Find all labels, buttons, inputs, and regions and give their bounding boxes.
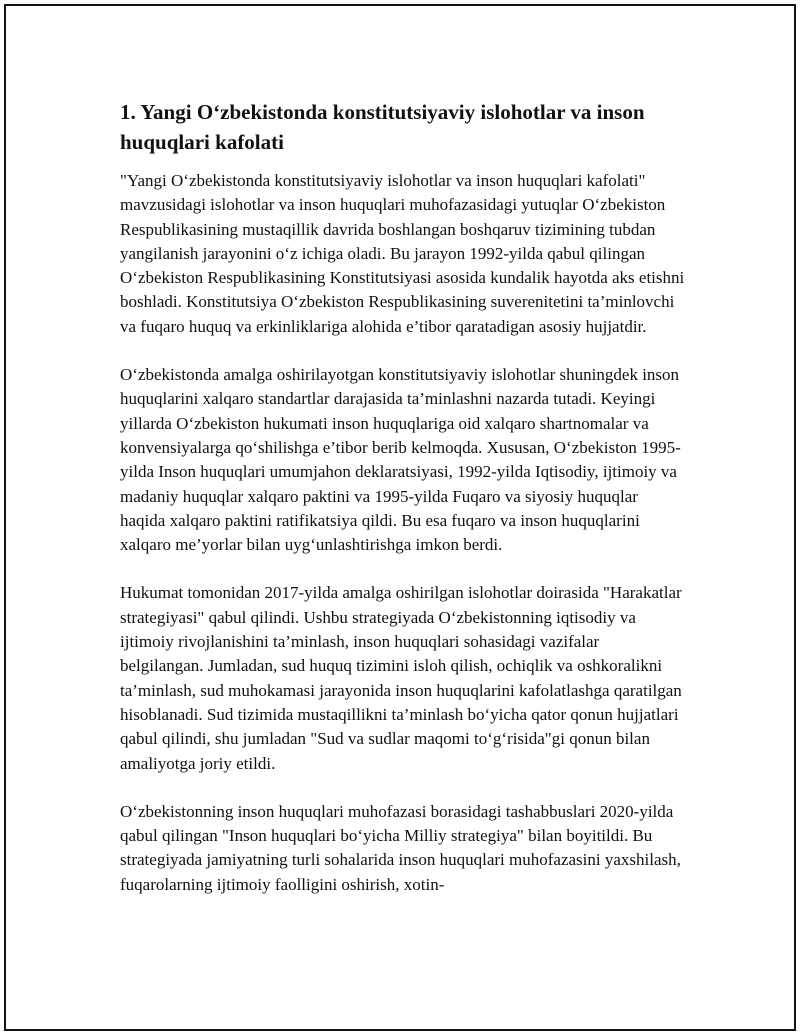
- paragraph-2: O‘zbekistonda amalga oshirilayotgan konstitutsiyaviy islohotlar shuningdek inson huquqlarini xalqaro standartlar darajasida ta’minlashni nazarda tutadi. Keyingi yillarda O‘zbekiston hukumati inson huquqlariga oid xalqaro shartnomalar va konvensiyalarga qo‘shilishga e’tibor berib kelmoqda. Xususan, O‘zbekiston 1995-yilda Inson huquqlari umumjahon deklaratsiyasi, 1992-yilda Iqtisodiy, ijtimoiy va madaniy huquqlar xalqaro paktini va 1995-yilda Fuqaro va siyosiy huquqlar haqida xalqaro paktini ratifikatsiya qildi. Bu esa fuqaro va inson huquqlarini xalqaro me’yorlar bilan uyg‘unlashtirishga imkon berdi.: [120, 365, 681, 555]
- section-heading: 1. Yangi O‘zbekistonda konstitutsiyaviy islohotlar va inson huquqlari kafolati: [120, 100, 645, 154]
- paragraph-4: O‘zbekistonning inson huquqlari muhofazasi borasidagi tashabbuslari 2020-yilda qabul qilingan "Inson huquqlari bo‘yicha Milliy strategiya" bilan boyitildi. Bu strategiyada jamiyatning turli sohalarida inson huquqlari muhofazasini yaxshilash, fuqarolarning ijtimoiy faolligini oshirish, xotin-: [120, 801, 681, 894]
- paragraph-1: "Yangi O‘zbekistonda konstitutsiyaviy islohotlar va inson huquqlari kafolati" mavzusidagi islohotlar va inson huquqlari muhofazasidagi yutuqlar O‘zbekiston Respublikasining mustaqillik davrida boshlangan boshqaruv tizimining tubdan yangilanish jarayonini o‘z ichiga oladi. Bu jarayon 1992-yilda qabul qilingan O‘zbekiston Respublikasining Konstitutsiyasi asosida kundalik hayotda aks etishni boshladi. Konstitutsiya O‘zbekiston Respublikasining suverenitetini ta’minlovchi va fuqaro huquq va erkinliklariga alohida e’tibor qaratadigan asosiy hujjatdir.: [120, 171, 685, 336]
- document-page: [4, 4, 796, 1031]
- document-body: [120, 97, 686, 897]
- paragraph-3: Hukumat tomonidan 2017-yilda amalga oshirilgan islohotlar doirasida "Harakatlar strategiyasi" qabul qilindi. Ushbu strategiyada O‘zbekistonning iqtisodiy va ijtimoiy rivojlanishini ta’minlash, inson huquqlari sohasidagi vazifalar belgilangan. Jumladan, sud huquq tizimini isloh qilish, ochiqlik va oshkoralikni ta’minlash, sud muhokamasi jarayonida inson huquqlarini kafolatlashga qaratilgan hisoblanadi. Sud tizimida mustaqillikni ta’minlash bo‘yicha qator qonun hujjatlari qabul qilindi, shu jumladan "Sud va sudlar maqomi to‘g‘risida"gi qonun bilan amaliyotga joriy etildi.: [120, 583, 682, 773]
